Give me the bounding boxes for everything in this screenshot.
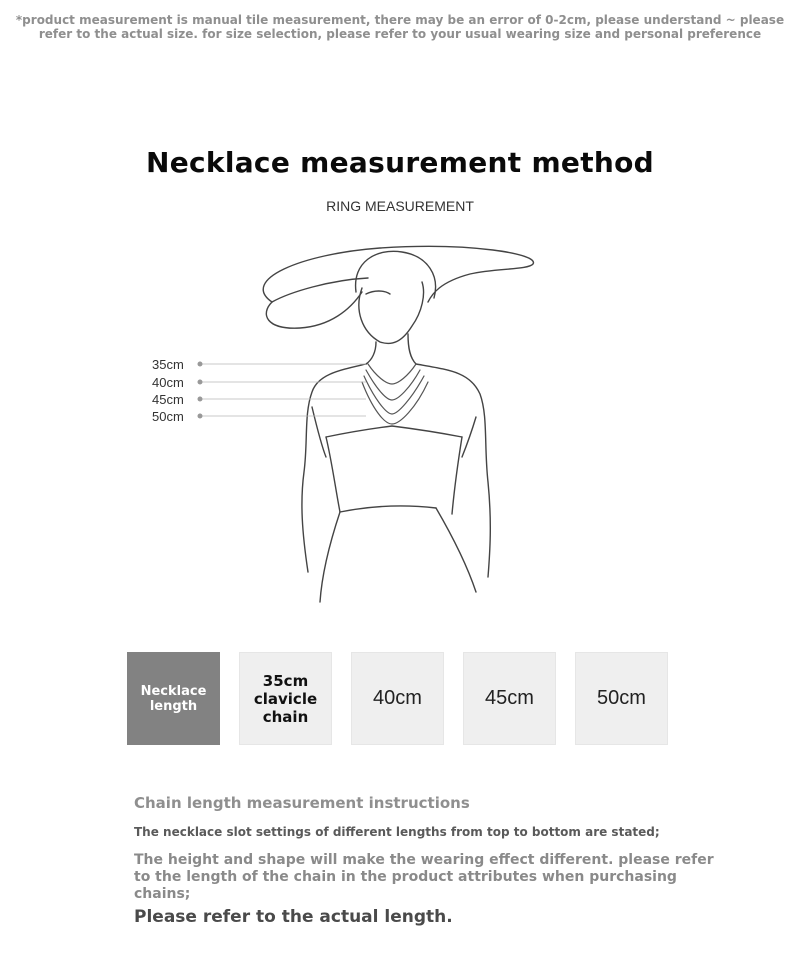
chain-50cm bbox=[362, 382, 428, 424]
label-35cm: 35cm bbox=[152, 357, 184, 372]
label-45cm: 45cm bbox=[152, 392, 184, 407]
necklace-illustration bbox=[140, 232, 560, 617]
skirt-right bbox=[436, 508, 476, 592]
woman-line-drawing bbox=[140, 232, 560, 617]
size-cell-40cm bbox=[351, 652, 444, 745]
size-cell-label: 35cm clavicle chain bbox=[253, 671, 318, 726]
bodice-top bbox=[326, 426, 462, 437]
face-outline bbox=[359, 282, 424, 343]
marker-45 bbox=[198, 397, 203, 402]
instructions-line-2: The height and shape will make the wearing effect different. please refer to the length of the chain in the product attributes when purchasing chains; bbox=[134, 852, 714, 902]
size-cell-35cm bbox=[239, 652, 332, 745]
size-cell-50cm bbox=[575, 652, 668, 745]
size-cell-label: 40cm bbox=[373, 687, 422, 709]
size-cell-label: 45cm bbox=[485, 687, 534, 709]
page-title: Necklace measurement method bbox=[145, 146, 655, 179]
marker-35 bbox=[198, 362, 203, 367]
waistline bbox=[340, 506, 436, 512]
size-header-cell bbox=[127, 652, 220, 745]
size-cell-label: 50cm bbox=[597, 687, 646, 709]
instructions-title: Chain length measurement instructions bbox=[134, 794, 470, 812]
size-table bbox=[127, 652, 672, 746]
neck bbox=[366, 342, 376, 364]
hat-brim bbox=[263, 246, 533, 302]
label-50cm: 50cm bbox=[152, 409, 184, 424]
marker-40 bbox=[198, 380, 203, 385]
skirt-left bbox=[320, 512, 340, 602]
marker-50 bbox=[198, 414, 203, 419]
label-40cm: 40cm bbox=[152, 375, 184, 390]
instructions-line-3: Please refer to the actual length. bbox=[134, 907, 453, 927]
chain-35cm bbox=[368, 364, 416, 384]
size-cell-45cm bbox=[463, 652, 556, 745]
size-header-label: Necklace length bbox=[140, 683, 207, 714]
right-shoulder bbox=[416, 364, 490, 577]
measurement-disclaimer: *product measurement is manual tile measurement, there may be an error of 0-2cm, please understand ~ please refer to the actual size. for size selection, please refer to your usual wearing size and personal preference bbox=[15, 13, 785, 41]
figure-subtitle: RING MEASUREMENT bbox=[326, 198, 474, 214]
left-shoulder bbox=[302, 364, 366, 572]
instructions-line-1: The necklace slot settings of different lengths from top to bottom are stated; bbox=[134, 825, 660, 839]
